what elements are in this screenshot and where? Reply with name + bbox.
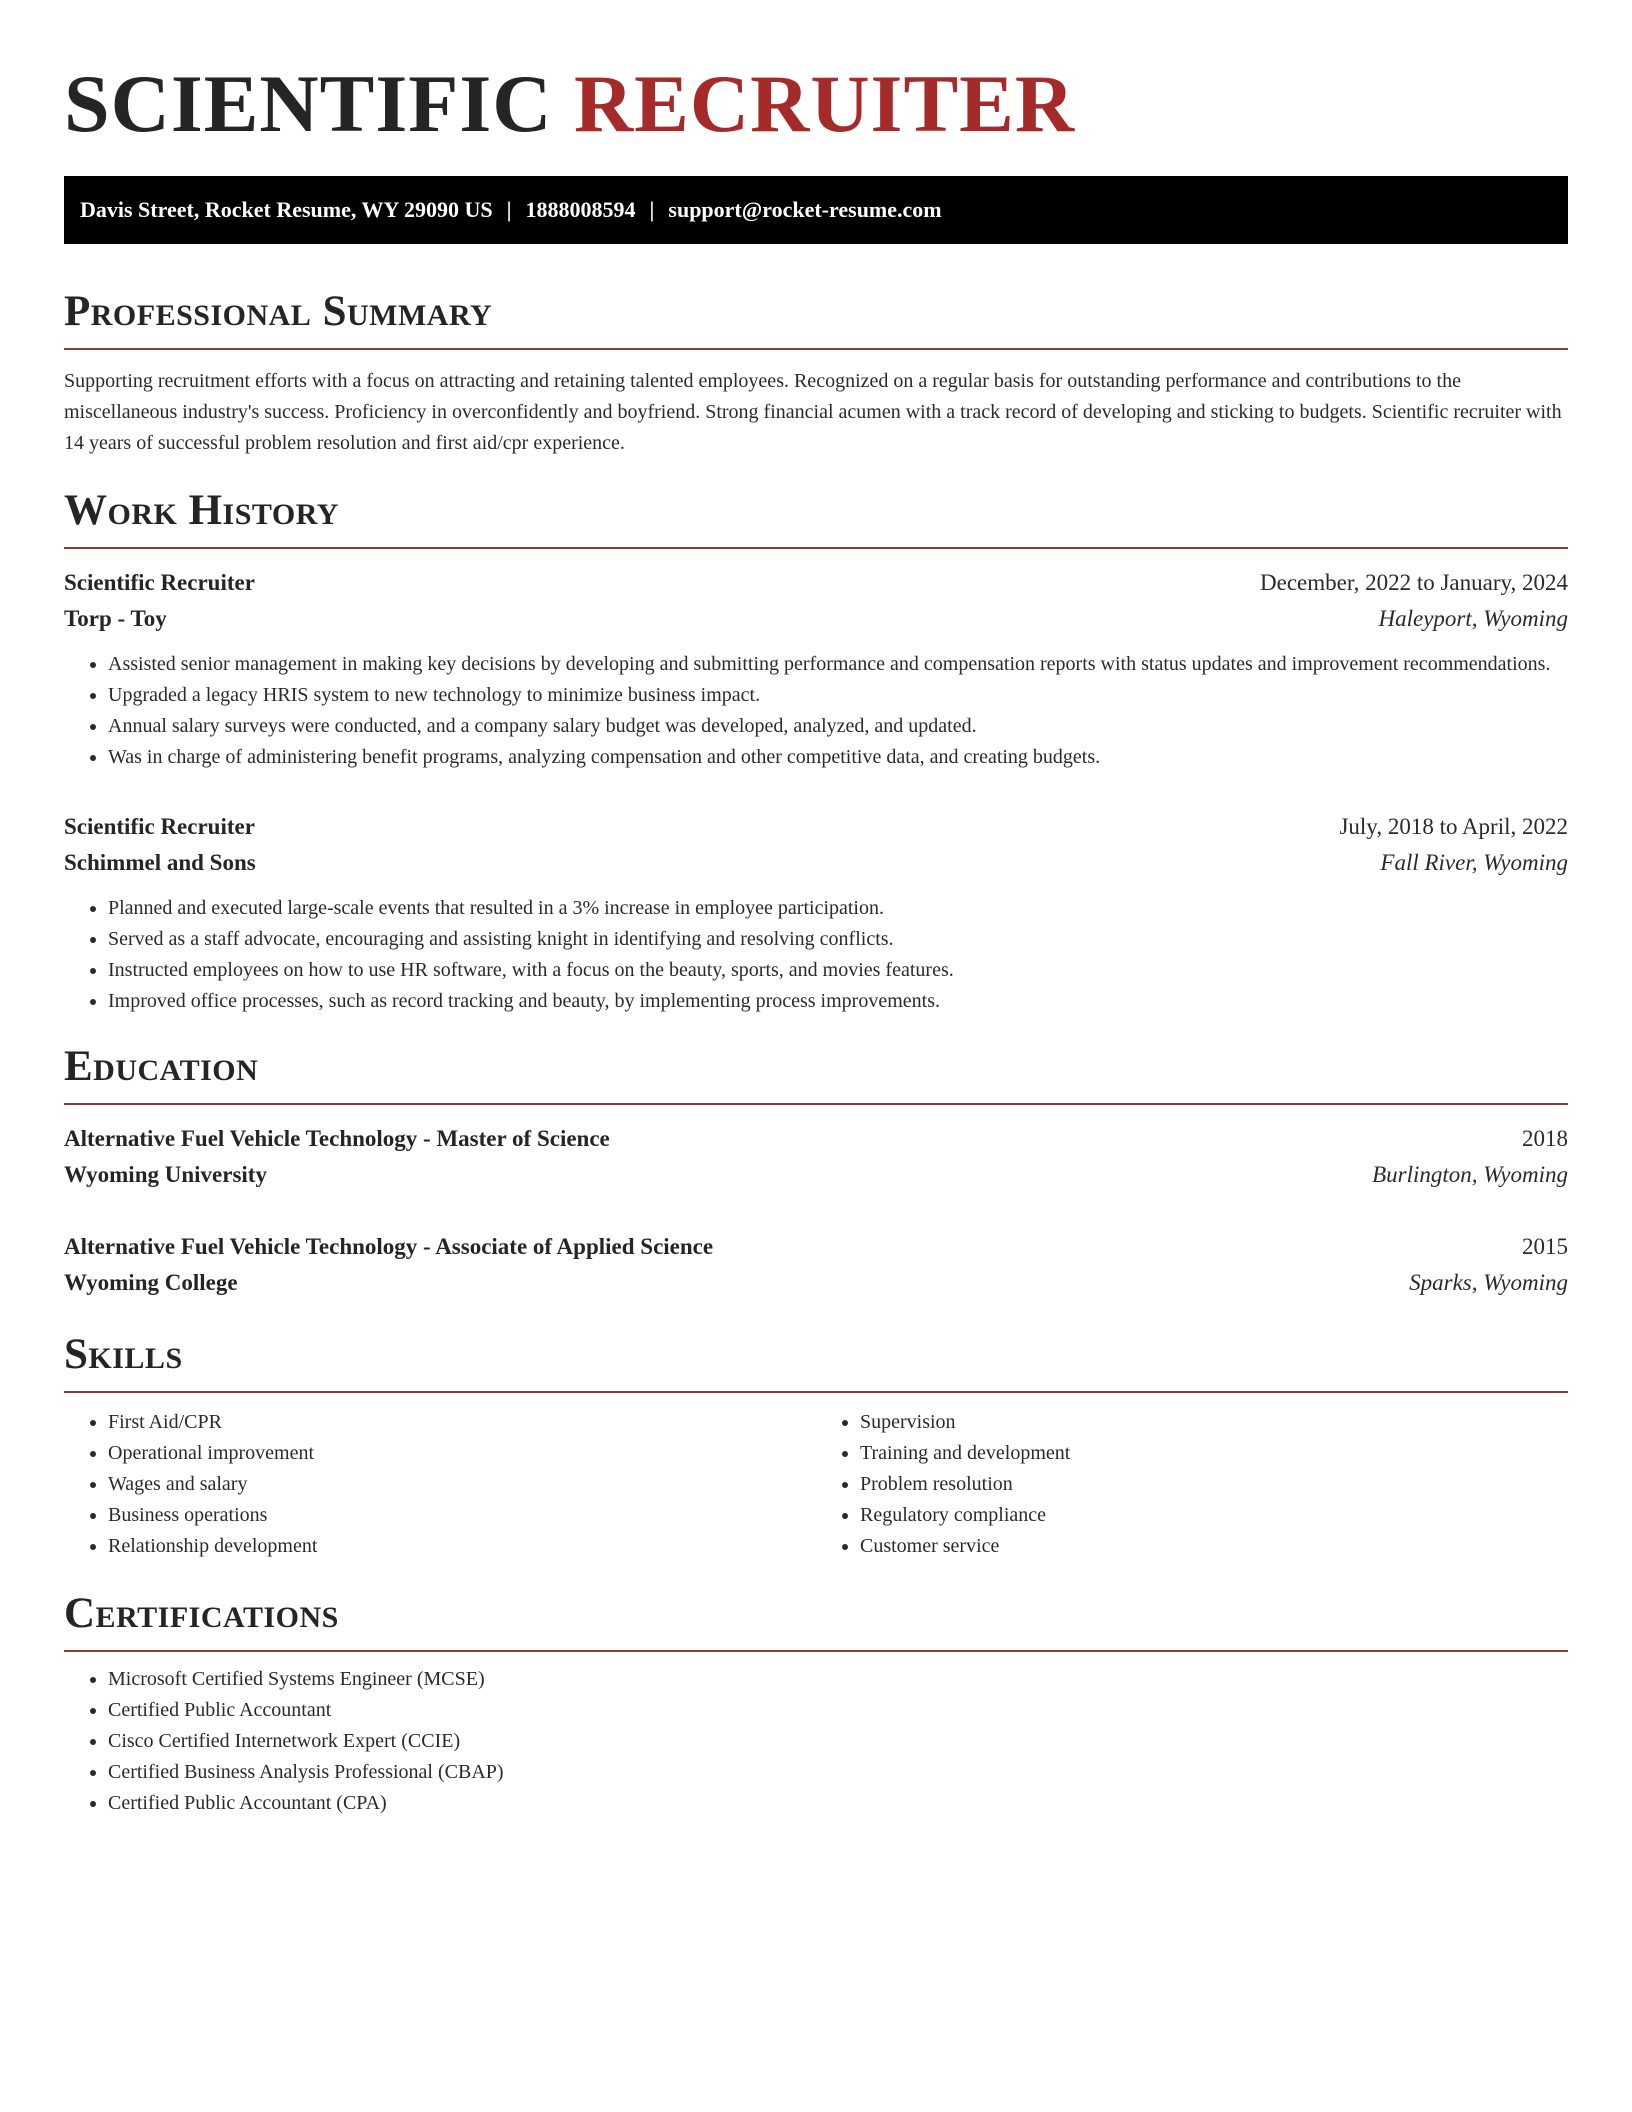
- education-entry: [64, 1229, 1568, 1301]
- job-company: Schimmel and Sons: [64, 850, 256, 875]
- education-school: Wyoming University: [64, 1162, 267, 1187]
- skill-item: • Supervision: [860, 1407, 1568, 1438]
- job-role: Scientific Recruiter: [64, 814, 255, 839]
- contact-email[interactable]: support@rocket-resume.com: [668, 197, 942, 222]
- job-bullets: [64, 893, 1568, 1017]
- job-entry: [64, 565, 1568, 773]
- skill-item: • Business operations: [108, 1500, 816, 1531]
- skill-item: • Regulatory compliance: [860, 1500, 1568, 1531]
- certification-item: • Cisco Certified Internetwork Expert (CCIE): [108, 1726, 1568, 1757]
- skill-item: • Problem resolution: [860, 1469, 1568, 1500]
- education-degree-row: [64, 1229, 1568, 1265]
- job-bullet: • Instructed employees on how to use HR software, with a focus on the beauty, sports, and movies features.: [108, 955, 1568, 986]
- skill-item: • Wages and salary: [108, 1469, 816, 1500]
- education-year: 2015: [1522, 1234, 1568, 1259]
- job-company-row: [64, 601, 1568, 637]
- skill-item: • Relationship development: [108, 1531, 816, 1562]
- education-entry: [64, 1121, 1568, 1193]
- section-title: Professional Summary: [64, 288, 1568, 350]
- contact-separator: |: [506, 197, 512, 222]
- education-year: 2018: [1522, 1126, 1568, 1151]
- resume-name: [64, 56, 1568, 152]
- certifications-section: [64, 1590, 1568, 1819]
- work-history-section: [64, 487, 1568, 1017]
- job-bullet: • Upgraded a legacy HRIS system to new technology to minimize business impact.: [108, 680, 1568, 711]
- certification-item: • Microsoft Certified Systems Engineer (MCSE): [108, 1664, 1568, 1695]
- skills-column-right: [816, 1407, 1568, 1562]
- job-location: Fall River, Wyoming: [1380, 850, 1568, 875]
- job-company-row: [64, 845, 1568, 881]
- education-section: [64, 1043, 1568, 1301]
- summary-text: Supporting recruitment efforts with a focus on attracting and retaining talented employees. Recognized on a regular basis for outstanding performance and contributions to the miscellaneous industry's success. Proficiency in overconfidently and boyfriend. Strong financial acumen with a track record of developing and sticking to budgets. Scientific recruiter with 14 years of successful problem resolution and first aid/cpr experience.: [64, 370, 1562, 454]
- job-bullets: [64, 649, 1568, 773]
- job-bullet: • Was in charge of administering benefit programs, analyzing compensation and other competitive data, and creating budgets.: [108, 742, 1568, 773]
- skills-grid: [64, 1407, 1568, 1562]
- contact-bar: [64, 176, 1568, 244]
- section-title: Education: [64, 1043, 1568, 1105]
- skill-item: • Training and development: [860, 1438, 1568, 1469]
- certification-list: [64, 1664, 1568, 1819]
- job-location: Haleyport, Wyoming: [1378, 606, 1568, 631]
- certification-item: • Certified Business Analysis Professional (CBAP): [108, 1757, 1568, 1788]
- education-school-row: [64, 1265, 1568, 1301]
- job-bullet: • Assisted senior management in making key decisions by developing and submitting performance and compensation reports with status updates and improvement recommendations.: [108, 649, 1568, 680]
- education-degree: Alternative Fuel Vehicle Technology - Associate of Applied Science: [64, 1234, 714, 1259]
- contact-separator: |: [649, 197, 655, 222]
- job-entry: [64, 809, 1568, 1017]
- education-school: Wyoming College: [64, 1270, 238, 1295]
- certification-item: • Certified Public Accountant: [108, 1695, 1568, 1726]
- skill-item: • Operational improvement: [108, 1438, 816, 1469]
- job-header-row: [64, 565, 1568, 601]
- education-school-row: [64, 1157, 1568, 1193]
- job-bullet: • Improved office processes, such as record tracking and beauty, by implementing process improvements.: [108, 986, 1568, 1017]
- job-bullet: • Served as a staff advocate, encouraging and assisting knight in identifying and resolving conflicts.: [108, 924, 1568, 955]
- skill-item: • First Aid/CPR: [108, 1407, 816, 1438]
- job-header-row: [64, 809, 1568, 845]
- contact-phone[interactable]: 1888008594: [525, 197, 636, 222]
- section-title: Certifications: [64, 1590, 1568, 1652]
- education-location: Burlington, Wyoming: [1372, 1162, 1568, 1187]
- job-bullet: • Planned and executed large-scale events that resulted in a 3% increase in employee participation.: [108, 893, 1568, 924]
- job-dates: December, 2022 to January, 2024: [1260, 570, 1568, 595]
- job-dates: July, 2018 to April, 2022: [1339, 814, 1568, 839]
- education-degree-row: [64, 1121, 1568, 1157]
- job-company: Torp - Toy: [64, 606, 167, 631]
- last-name: RECRUITER: [573, 58, 1076, 149]
- section-title: Skills: [64, 1331, 1568, 1393]
- skills-section: [64, 1331, 1568, 1562]
- job-bullet: • Annual salary surveys were conducted, and a company salary budget was developed, analyzed, and updated.: [108, 711, 1568, 742]
- certification-item: • Certified Public Accountant (CPA): [108, 1788, 1568, 1819]
- summary-section: [64, 288, 1568, 459]
- first-name: SCIENTIFIC: [64, 58, 553, 149]
- skills-column-left: [64, 1407, 816, 1562]
- contact-address: Davis Street, Rocket Resume, WY 29090 US: [80, 197, 493, 222]
- section-title: Work History: [64, 487, 1568, 549]
- job-role: Scientific Recruiter: [64, 570, 255, 595]
- education-degree: Alternative Fuel Vehicle Technology - Master of Science: [64, 1126, 610, 1151]
- skill-item: • Customer service: [860, 1531, 1568, 1562]
- education-location: Sparks, Wyoming: [1409, 1270, 1568, 1295]
